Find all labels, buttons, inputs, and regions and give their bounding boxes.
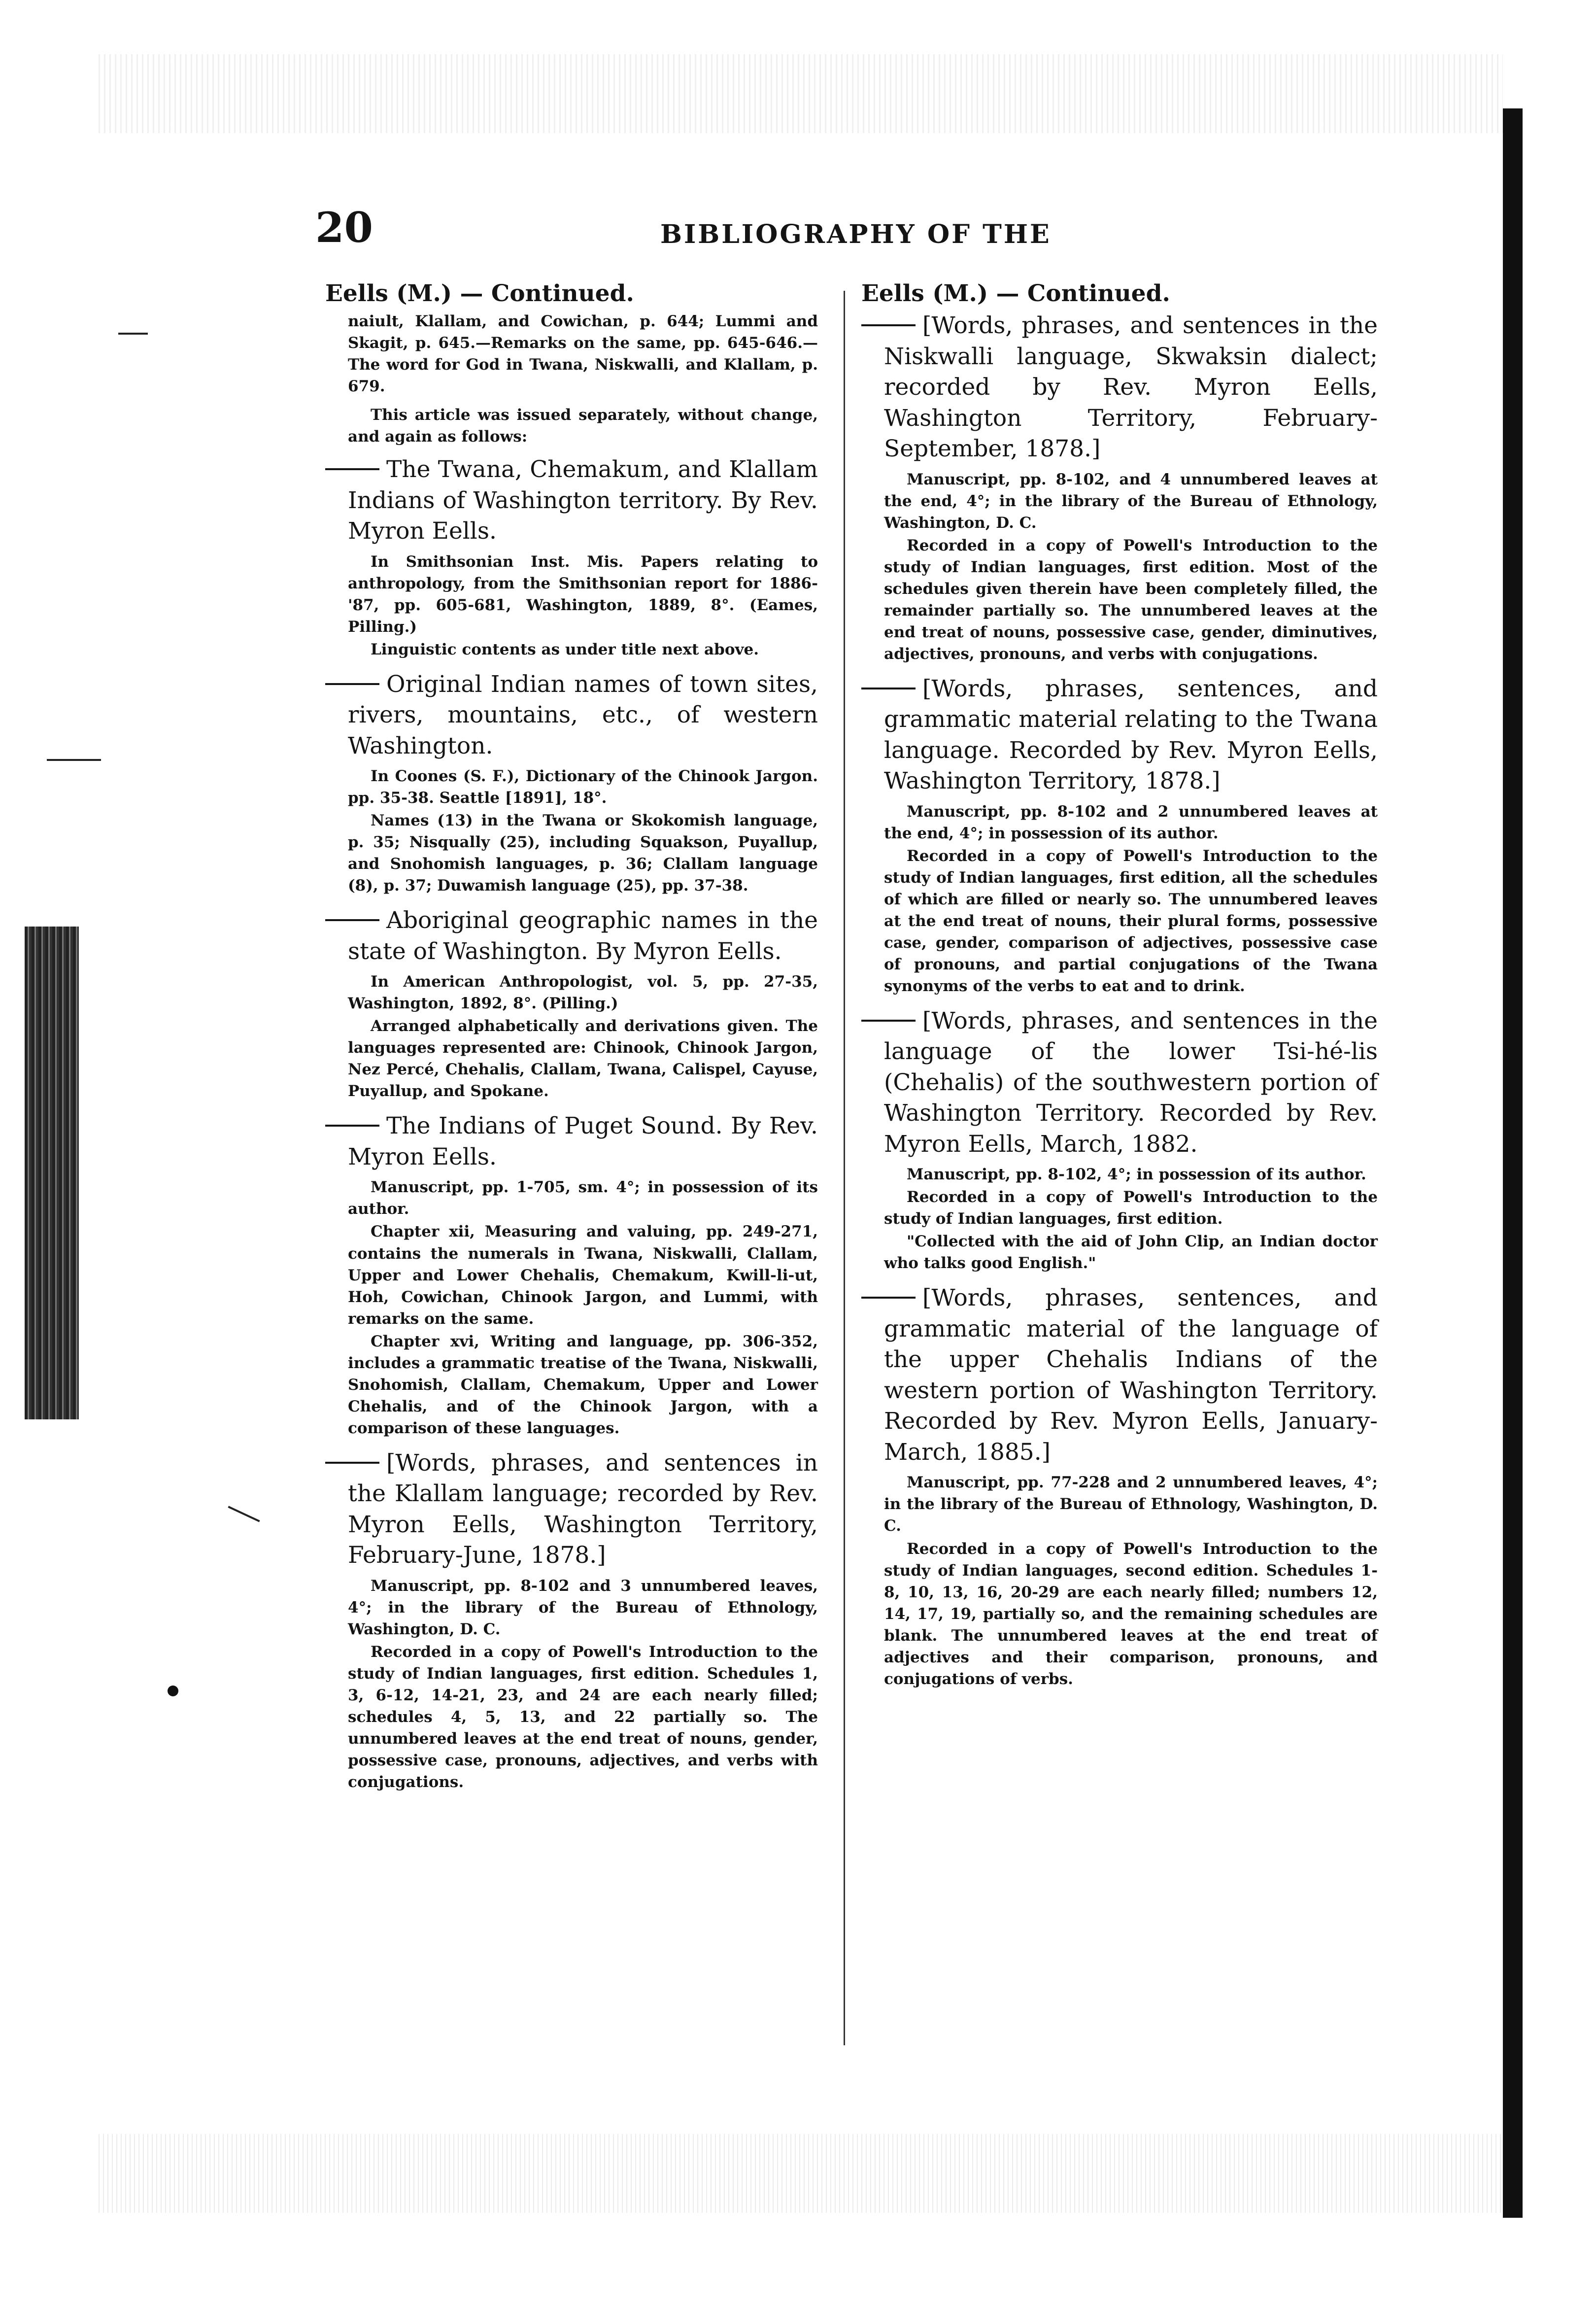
entry-note: Arranged alphabetically and derivations given. The languages represented are: Chinook, Chinook Jargon, Nez Percé, Chehalis, Clallam, Twana, Calispel, Cayuse, Puyallup, and Spokane. [348,1017,818,1101]
entry-note: Manuscript, pp. 1-705, sm. 4°; in possession of its author. [348,1178,818,1218]
margin-dot [168,1686,178,1696]
bibliography-entry [325,1448,818,1793]
bibliography-entry [325,669,818,897]
margin-mark [228,1506,260,1522]
ditto-dash [325,468,379,470]
bibliography-entry [861,310,1378,665]
entry-note: Recorded in a copy of Powell's Introduction to the study of Indian languages, first edition. Schedules 1, 3, 6-12, 14-21, 23, and 24 are each nearly filled; schedules 4, 5, 13, and 22 partially so. The unnumbered leaves at the end treat of nouns, gender, possessive case, pronouns, adjectives, and verbs with conjugations. [348,1643,818,1791]
entry-note: Recorded in a copy of Powell's Introduction to the study of Indian languages, first edition. [884,1188,1378,1228]
bibliography-entry [325,454,818,660]
entry-note: Manuscript, pp. 8-102 and 3 unnumbered leaves, 4°; in the library of the Bureau of Ethnology, Washington, D. C. [348,1577,818,1638]
entry-title: Aboriginal geographic names in the state of Washington. By Myron Eells. [348,907,818,965]
right-column [861,278,1378,1699]
entry-note: In Smithsonian Inst. Mis. Papers relating to anthropology, from the Smithsonian report for 1886-'87, pp. 605-681, Washington, 1889, 8°. (Eames, Pilling.) [348,552,818,636]
entry-note: In Coones (S. F.), Dictionary of the Chinook Jargon. pp. 35-38. Seattle [1891], 18°. [348,767,818,807]
bibliography-entry [325,905,818,1102]
entry-note: Recorded in a copy of Powell's Introduction to the study of Indian languages, second edition. Schedules 1-8, 10, 13, 16, 20-29 are each nearly filled; numbers 12, 14, 17, 19, partially so, and the remaining schedules are blank. The unnumbered leaves at the end treat of adjectives and their comparison, pronouns, and conjugations of verbs. [884,1540,1378,1688]
margin-shadow [25,927,79,1419]
continued-heading: Eells (M.) — Continued. [325,280,634,307]
margin-mark [47,759,101,761]
ditto-dash [325,683,379,685]
entry-note: Chapter xii, Measuring and valuing, pp. 249-271, contains the numerals in Twana, Niskwalli, Clallam, Upper and Lower Chehalis, Chemakum, Kwill-li-ut, Hoh, Cowichan, Chinook Jargon, and Lummi, with remarks on the same. [348,1223,818,1328]
left-column [325,278,818,1802]
entry-note: Chapter xvi, Writing and language, pp. 306-352, includes a grammatic treatise of the Twana, Niskwalli, Snohomish, Clallam, Chemakum, Upper and Lower Chehalis, and of the Chinook Jargon, with a comparison of these languages. [348,1332,818,1437]
entry-title: [Words, phrases, and sentences in the Klallam language; recorded by Rev. Myron Eells, Washington Territory, February-June, 1878.] [348,1449,818,1569]
entry-note: Manuscript, pp. 8-102, 4°; in possession of its author. [907,1166,1366,1184]
page-number: 20 [315,203,373,252]
scan-noise-bottom [99,2134,1503,2213]
entry-title: [Words, phrases, and sentences in the language of the lower Tsi-hé-lis (Chehalis) of the southwestern portion of Washington Territory. Recorded by Rev. Myron Eells, March, 1882. [884,1007,1378,1158]
entry-note: Recorded in a copy of Powell's Introduction to the study of Indian languages, first edition, all the schedules of which are filled or nearly so. The unnumbered leaves at the end treat of nouns, their plural forms, possessive case, gender, comparison of adjectives, possessive case of pronouns, and partial conjugations of the Twana synonyms of the verbs to eat and to drink. [884,847,1378,995]
entry-title: The Indians of Puget Sound. By Rev. Myron Eells. [348,1112,818,1170]
ditto-dash [861,324,916,326]
bibliography-entry [861,674,1378,997]
entry-note: "Collected with the aid of John Clip, an Indian doctor who talks good English." [884,1233,1378,1273]
entry-title: Original Indian names of town sites, rivers, mountains, etc., of western Washington. [348,670,818,759]
continued-heading: Eells (M.) — Continued. [861,280,1170,307]
entry-title: [Words, phrases, sentences, and grammatic material of the language of the upper Chehalis Indians of the western portion of Washington Territory. Recorded by Rev. Myron Eells, January-March, 1885.] [884,1284,1378,1466]
entry-note: Manuscript, pp. 8-102 and 2 unnumbered leaves at the end, 4°; in possession of its author. [884,802,1378,842]
entry-title: [Words, phrases, sentences, and grammatic material relating to the Twana language. Recorded by Rev. Myron Eells, Washington Territory, 1878.] [884,675,1378,795]
entry-note: Manuscript, pp. 8-102, and 4 unnumbered leaves at the end, 4°; in the library of the Bureau of Ethnology, Washington, D. C. [884,470,1378,532]
entry-title: [Words, phrases, and sentences in the Niskwalli language, Skwaksin dialect; recorded by Rev. Myron Eells, Washington Territory, February-September, 1878.] [884,312,1378,463]
ditto-dash [325,1125,379,1127]
scan-noise-top [99,54,1503,133]
continued-note: naiult, Klallam, and Cowichan, p. 644; Lummi and Skagit, p. 645.—Remarks on the same, pp. 645-646.—The word for God in Twana, Niskwalli, and Klallam, p. 679. [348,312,818,396]
bibliography-entry [325,1111,818,1439]
ditto-dash [325,919,379,921]
bibliography-entry [861,1006,1378,1274]
entry-note: Linguistic contents as under title next above. [371,640,759,658]
page-binding-edge [1503,108,1523,2218]
entry-note: In American Anthropologist, vol. 5, pp. 27-35, Washington, 1892, 8°. (Pilling.) [348,973,818,1013]
ditto-dash [861,688,916,689]
continued-note: This article was issued separately, without change, and again as follows: [348,406,818,446]
ditto-dash [861,1020,916,1022]
entry-note: Recorded in a copy of Powell's Introduction to the study of Indian languages, first edition. Most of the schedules given therein have been completely filled, the remainder partially so. The unnumbered leaves at the end treat of nouns, possessive case, gender, diminutives, adjectives, pronouns, and verbs with conjugations. [884,536,1378,663]
margin-mark [118,333,148,335]
ditto-dash [325,1462,379,1464]
entry-note: Names (13) in the Twana or Skokomish language, p. 35; Nisqually (25), including Squakson, Puyallup, and Snohomish languages, p. 36; Clallam language (8), p. 37; Duwamish language (25), pp. 37-38. [348,812,818,895]
entry-title: The Twana, Chemakum, and Klallam Indians of Washington territory. By Rev. Myron Eells. [348,456,818,545]
entry-note: Manuscript, pp. 77-228 and 2 unnumbered leaves, 4°; in the library of the Bureau of Ethnology, Washington, D. C. [884,1474,1378,1535]
bibliography-entry [861,1283,1378,1689]
column-divider [844,291,845,2045]
running-head: BIBLIOGRAPHY OF THE [660,219,1052,249]
ditto-dash [861,1297,916,1299]
